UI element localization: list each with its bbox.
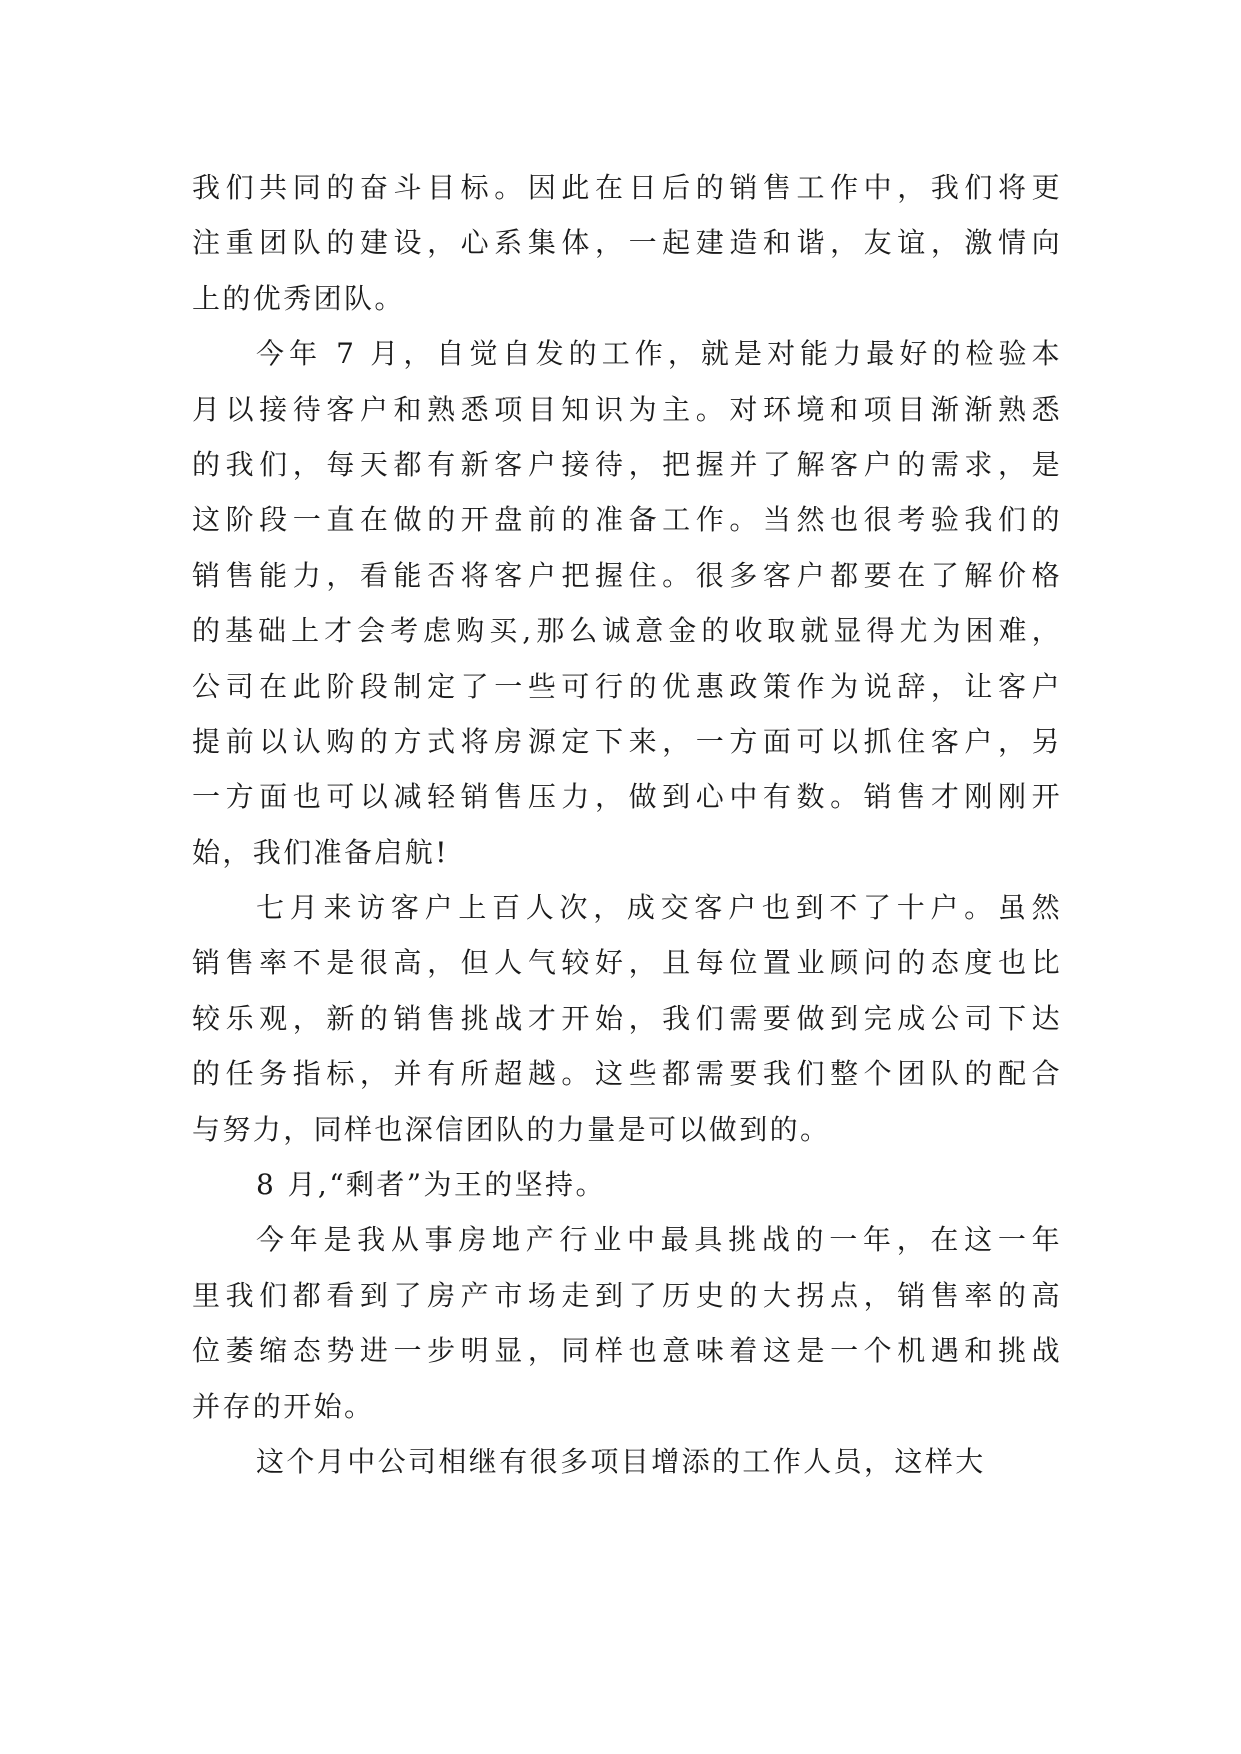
paragraph xyxy=(192,326,1062,880)
text-line: 我们共同的奋斗目标。因此在日后的销售工作中，我们将更 xyxy=(192,171,1062,204)
text-line: 销售能力，看能否将客户把握住。很多客户都要在了解价格 xyxy=(192,558,1062,592)
text-line: 提前以认购的方式将房源定下来，一方面可以抓住客户，另 xyxy=(192,724,1062,758)
text-line: 始，我们准备启航! xyxy=(192,835,449,869)
paragraph xyxy=(192,1434,1062,1489)
text-line: 的任务指标，并有所超越。这些都需要我们整个团队的配合 xyxy=(192,1057,1062,1091)
text-line: 并存的开始。 xyxy=(192,1389,375,1423)
paragraph xyxy=(192,1157,1062,1212)
text-line: 这个月中公司相继有很多项目增添的工作人员，这样大 xyxy=(256,1444,986,1478)
text-line: 注重团队的建设，心系集体，一起建造和谐，友谊，激情向 xyxy=(192,226,1062,260)
text-line: 位萎缩态势进一步明显，同样也意味着这是一个机遇和挑战 xyxy=(192,1334,1062,1368)
text-line: 销售率不是很高，但人气较好，且每位置业顾问的态度也比 xyxy=(192,946,1062,980)
text-line: 月以接待客户和熟悉项目知识为主。对环境和项目渐渐熟悉 xyxy=(192,392,1062,426)
text-line: 上的优秀团队。 xyxy=(192,281,405,315)
text-line: 今年是我从事房地产行业中最具挑战的一年，在这一年 xyxy=(256,1223,1062,1257)
body-text xyxy=(192,160,1062,1489)
text-line: 较乐观，新的销售挑战才开始，我们需要做到完成公司下达 xyxy=(192,1001,1062,1035)
text-line: 七月来访客户上百人次，成交客户也到不了十户。虽然 xyxy=(256,891,1062,925)
text-line: 的我们，每天都有新客户接待，把握并了解客户的需求，是 xyxy=(192,447,1062,481)
text-line: 里我们都看到了房产市场走到了历史的大拐点，销售率的高 xyxy=(192,1278,1062,1312)
text-line: 这阶段一直在做的开盘前的准备工作。当然也很考验我们的 xyxy=(192,503,1062,537)
text-line: 8 月,“剩者”为王的坚持。 xyxy=(256,1168,606,1202)
text-line: 的基础上才会考虑购买,那么诚意金的收取就显得尤为困难， xyxy=(192,614,1062,648)
paragraph xyxy=(192,160,1062,326)
text-line: 与努力，同样也深信团队的力量是可以做到的。 xyxy=(192,1112,831,1146)
paragraph xyxy=(192,1212,1062,1434)
text-line: 公司在此阶段制定了一些可行的优惠政策作为说辞，让客户 xyxy=(192,669,1062,703)
text-line: 今年 7 月，自觉自发的工作，就是对能力最好的检验本 xyxy=(256,337,1062,371)
text-line: 一方面也可以减轻销售压力，做到心中有数。销售才刚刚开 xyxy=(192,780,1062,814)
paragraph xyxy=(192,880,1062,1157)
